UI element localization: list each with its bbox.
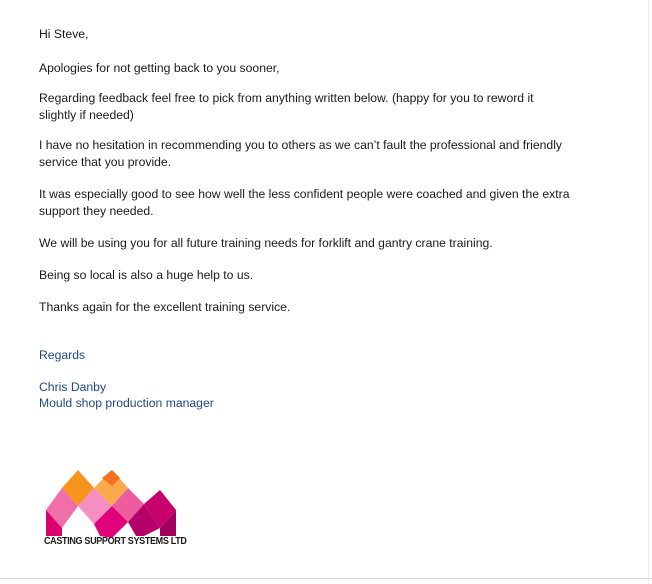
right-divider [648, 0, 649, 584]
email-greeting: Hi Steve, [39, 27, 89, 41]
email-paragraph: It was especially good to see how well the less confident people were coached and given the extra support they needed. [39, 187, 570, 218]
bottom-divider [0, 578, 652, 579]
signature-closing: Regards [39, 348, 86, 362]
email-paragraph: Apologies for not getting back to you sooner, [39, 61, 280, 75]
email-paragraph: I have no hesitation in recommending you to others as we can’t fault the professional and friendly service that you provide. [39, 138, 563, 169]
email-paragraph: Being so local is also a huge help to us. [39, 268, 254, 282]
signature-role: Mould shop production manager [39, 396, 214, 410]
signature-name: Chris Danby [39, 380, 107, 394]
email-paragraph: We will be using you for all future training needs for forklift and gantry crane training. [39, 236, 493, 250]
email-paragraph: Regarding feedback feel free to pick from anything written below. (happy for you to reword it slightly if needed) [39, 91, 534, 122]
email-paragraph: Thanks again for the excellent training service. [39, 300, 291, 314]
company-name: CASTING SUPPORT SYSTEMS LTD [44, 535, 187, 547]
